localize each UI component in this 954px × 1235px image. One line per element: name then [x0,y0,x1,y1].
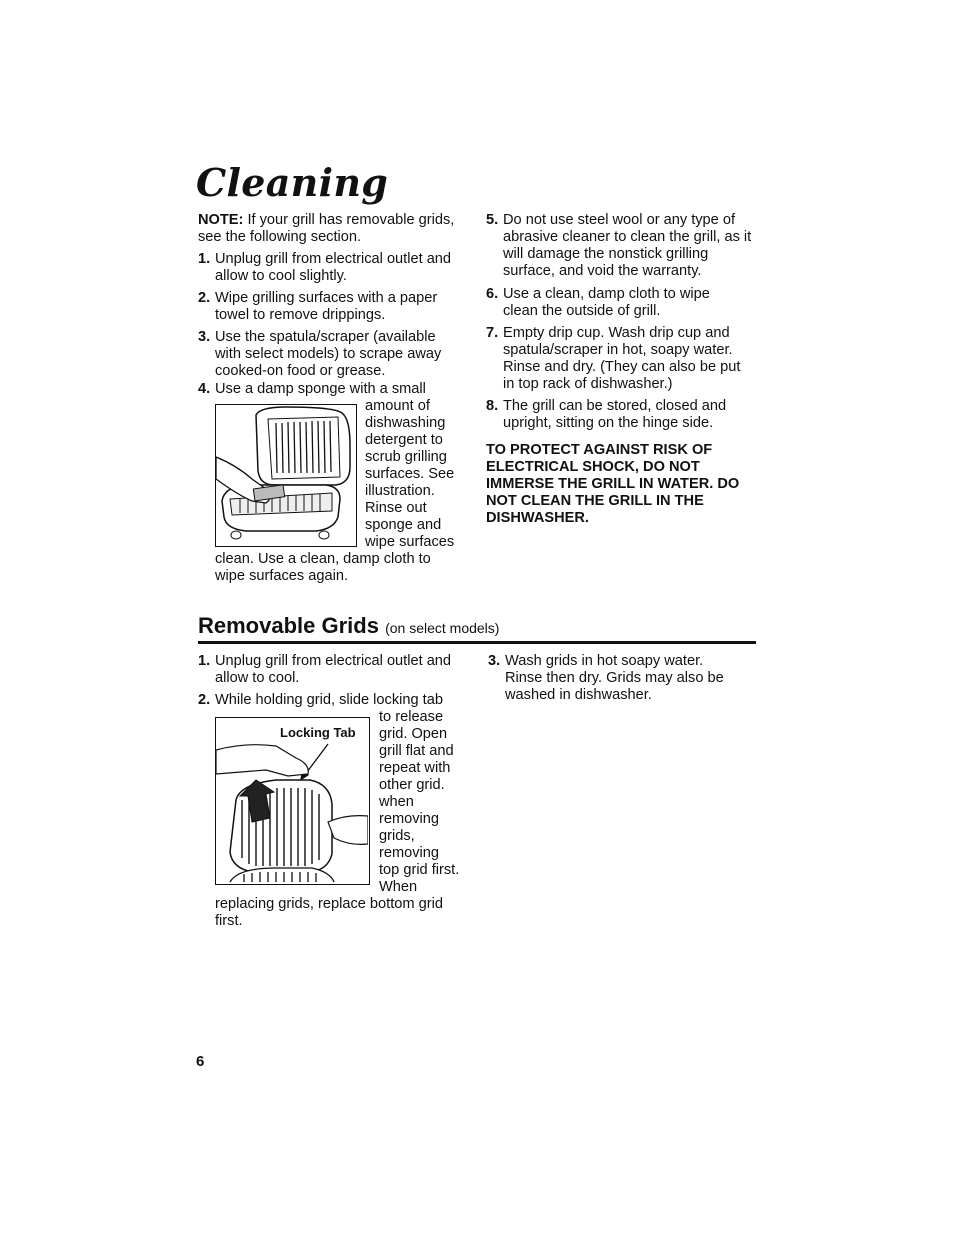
step-text: Wipe grilling surfaces with a paper towel to remove drippings. [215,290,438,323]
step-number: 5. [486,212,499,228]
page-title: Cleaning [196,160,389,205]
step-number: 2. [198,290,211,306]
step-text: Use the spatula/scraper (available with select models) to scrape away cooked-on food or grease. [215,329,442,379]
step-text-line: detergent to [365,432,443,448]
step-text-line: Use a damp sponge with a small [215,381,426,397]
step-text: The grill can be stored, closed and upright, sitting on the hinge side. [503,398,727,431]
step-text-line: grid. Open [379,726,448,742]
grid-removal-icon [216,718,368,883]
step-text-line: replacing grids, replace bottom grid [215,896,443,912]
step-number: 3. [198,329,211,345]
step-text: Wash grids in hot soapy water. Rinse then dry. Grids may also be washed in dishwasher. [505,653,724,703]
step-text-line: scrub grilling [365,449,447,465]
step-text-line: surfaces. See [365,466,455,482]
section-divider [198,641,756,644]
step-text-line: removing [379,811,440,827]
locking-tab-illustration [215,717,370,885]
step-text-line: wipe surfaces again. [215,568,349,584]
grill-illustration-icon [216,405,355,545]
step-text-line: other grid. [379,777,445,793]
figure-label: Locking Tab [280,725,356,740]
step-text-line: first. [215,913,243,929]
step-text-line: to release [379,709,444,725]
step-number: 6. [486,286,499,302]
sponge-cleaning-illustration [215,404,357,547]
step-text-line: top grid first. [379,862,460,878]
step-number: 8. [486,398,499,414]
step-text-line: removing [379,845,440,861]
section-heading [198,612,499,642]
safety-warning: TO PROTECT AGAINST RISK OF ELECTRICAL SHOCK, DO NOT IMMERSE THE GRILL IN WATER. DO NOT CLEAN THE GRILL IN THE DISHWASHER. [486,442,740,526]
step-text-line: grids, [379,828,415,844]
step-number: 4. [198,381,211,397]
step-text-line: sponge and [365,517,442,533]
step-number: 1. [198,251,211,267]
note-text: If your grill has removable grids, see the following section. [198,212,455,245]
step-text: Unplug grill from electrical outlet and allow to cool. [215,653,452,686]
step-text-line: repeat with [379,760,451,776]
page-number: 6 [196,1053,205,1070]
step-text: Use a clean, damp cloth to wipe clean the outside of grill. [503,286,710,319]
step-text: Do not use steel wool or any type of abrasive cleaner to clean the grill, as it will damage the nonstick grilling surface, and void the warranty. [503,212,752,279]
step-text-line: While holding grid, slide locking tab [215,692,443,708]
section-heading-title: Removable Grids [198,613,379,638]
step-text-line: when [379,794,414,810]
step-text-line: wipe surfaces [365,534,455,550]
step-text-line: clean. Use a clean, damp cloth to [215,551,431,567]
step-text-line: illustration. [365,483,435,499]
section-heading-subtitle: (on select models) [385,620,500,636]
step-text: Unplug grill from electrical outlet and allow to cool slightly. [215,251,452,284]
step-number: 3. [488,653,501,669]
step-number: 2. [198,692,211,708]
step-text: Empty drip cup. Wash drip cup and spatula/scraper in hot, soapy water. Rinse and dry. (They can also be put in top rack of dishwasher.) [503,325,741,392]
step-text-line: amount of [365,398,430,414]
step-number: 1. [198,653,211,669]
step-text-line: Rinse out [365,500,427,516]
step-text-line: grill flat and [379,743,454,759]
note-label: NOTE: [198,212,244,228]
note-paragraph [198,212,470,246]
step-text-line: When [379,879,418,895]
step-text-line: dishwashing [365,415,446,431]
step-number: 7. [486,325,499,341]
